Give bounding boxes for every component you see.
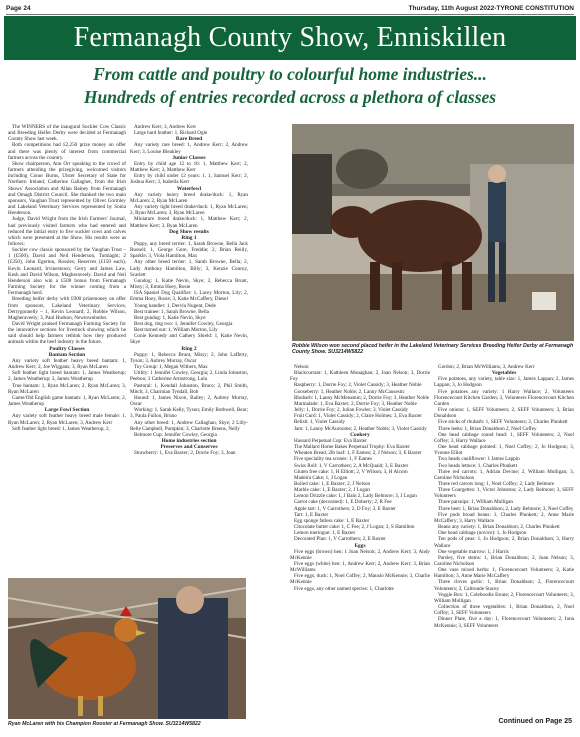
paragraph: Collection of three vegetables: 1, Brian Donaldson, 2, Noel Coffey; 3, SEFF Volunteers (434, 604, 574, 617)
paragraph: True bantam: 1, Ryan McLaren; 2, Ryan McLaren; 3, Ryan McLaren (8, 382, 126, 395)
paragraph: ISA Spaniel Dog Qualifier: 1, Lacey Morton, Lily; 2, Emma Hoey, Rosie; 3, Katie McCaffery, Diesel (130, 290, 248, 303)
paragraph: Young handler: 1, Dervla Nugent, Dede (134, 302, 216, 309)
paragraph: Entry by child age 12 to 16: 1, Matthew Kerr; 2, Matthew Kerr; 3, Matthew Kerr (130, 160, 248, 174)
paragraph: Any other breed terrier: 1, Sarah Browne, Bella; 2, Lady Anthony Hamilton, Billy; 3, Kenzie Conroy, Scarlett (130, 259, 248, 278)
paragraph: Any variety heavy breed drake/duck: 1, Ryan McLaren; 2, Ryan McLaren (130, 191, 248, 204)
subheading: Large Fowl Section (44, 407, 90, 414)
paragraph: One head cabbage pointed: 1, Noel Coffey; 2, Jo Hodgson; 3, Yvonne Elliot (434, 444, 574, 457)
paragraph: Gooseberry: 1, Heather Noble; 2, Lanny McCausestic (294, 388, 405, 395)
paragraph: Any variety soft feather heavy breed bantam: 1, Andrew Kerr; 2, Joe Wiggans; 3, Ryan McLaren (8, 357, 126, 371)
paragraph: Apple tart: 1, V Carrothers; 2, D Foy; 3, E Baxter (294, 505, 396, 512)
paragraph: Andrew Kerr; 3, Andrew Kerr (134, 124, 197, 130)
headline-line-1: From cattle and poultry to colourful home industries... (93, 64, 487, 84)
paragraph: Suckler cow classic sponsored by the Vaughan Trust – 1 (£500), David and Neil Henderson, Tumlaght; 2 (£350), John Egerton, Rossles; Reserves (£150 each), Kevin Leonard, Irvinestown; Gerry and James Law, Kesh and David Wilson, Magheraveely. David and Neil Henderson also win a £500 bonus from Fermanagh Farming Society for the winner coming from a Fermanagh herd. (8, 247, 126, 297)
paragraph: Hound: 1, James Nixon, Bailey; 2, Aubrey Murray, Oscar (130, 394, 248, 408)
paragraph: Jelly: 1, Dorrie Foy; 2, Julian Fowler; 3, Violet Cassidy (294, 407, 409, 414)
paragraph: Soft feather light breed bantam: 1, James Weatherup; 2, James Weatherup; 3, James Weatherup (8, 370, 126, 383)
paragraph: Gordon; 2, Brian McWilliams; 3, Andrew Kerr (438, 364, 535, 370)
paragraph: Three beet: 1, Brian Donaldson; 2, Lady Belmore; 3, Noel Coffey (438, 505, 574, 512)
paragraph: Carrot cake (decorated): 1, E Doherty; 2, R Fee (294, 499, 392, 506)
continued-link[interactable]: Continued on Page 25 (498, 718, 572, 725)
paragraph: Breeding heifer derby with £900 prizemoney on offer from sponsors, Lakeland Veterinary Services, Derrygonnelly – 1, Kevin Leonard; 2, Robbie Wilson, Magheraveely; 3, Paul Hudson, Newtownbutler. (8, 296, 126, 321)
subheading: Rare Breed (175, 136, 203, 143)
paragraph: Pastoral: 1, Kendall Johnston, Bruce; 2, Phil Smith, Mitch; 3, Charmian Tyndall, Bob (130, 382, 248, 395)
paragraph: Gluten free cake: 1, H Elliott; 2, V Wilson; 3, H Alcorn (294, 468, 408, 475)
paragraph: The WINNERS of the inaugural Suckler Cow Classic and Breeding Heifer Derby were decided at Fermanagh County Show last week. (8, 124, 126, 143)
paragraph: Three parsnips: 1, William Mulligan (438, 499, 513, 506)
paragraph: Five eggs (white) hen: 1, Andrew Kerr; 2, Andrew Kerr; 3, Brian McWilliams (290, 561, 430, 574)
subheading: Junior Classes (172, 154, 206, 161)
article-column-1 (8, 124, 126, 575)
paragraph: Nelson (294, 364, 309, 370)
paragraph: Five potatoes, any variety, table size: 1, James Lappan; 2, James Lappan; 3, Jo Hodgson (434, 376, 574, 389)
paragraph: Any variety rare breed: 1, Andrew Kerr; 2, Andrew Kerr; 3, Louise Bleakley (130, 142, 248, 155)
paragraph: David Wright praised Fermanagh Farming Society for the innovative sections for livestock showing which he said should help farmers rethink how they produced animals within the beef industry in the future. (8, 321, 126, 346)
article-column-3 (290, 364, 430, 726)
paragraph: Veggie Box: 1, Coleboodie Estate; 2, Florencecourt Volunteers; 3, William Mulligan (434, 591, 574, 604)
paragraph: Working: 1, Sarah Kelly, Tyson; Emily Bothwell, Bear; 3, Paula Fulloo, Bruno (130, 407, 248, 420)
paragraph: Five potatoes any variety: 1 Harry Wallace; 2, Volunteers Florencecourt Kitchen Garden; 3, Volunteers Florencecourt Kitchen Garden (434, 388, 574, 407)
subheading: Dog Show results (169, 228, 209, 235)
paragraph: Best trainee: 1, Sarah Browne, Bella (134, 308, 209, 315)
paragraph: Best gundog: 1, Katie Nevin, Skye (134, 314, 206, 321)
paragraph: Show chairperson, Ann Orr speaking to the crowd of farmers attending the prizegiving, welcomed visitors including Conor Burns, Ulster Secretary of State for Northern Ireland, Catherine Gallagher, from the Irish Shows' Association and Allan Rainey from Fermanagh and Omagh District Council. She thanked the two main sponsors, Vaughan Trust represented by Oliver Gormley and Lakeland Veterinary Services represented by Sonia Henderson. (8, 160, 126, 217)
paragraph: Belmore Cup: Jennifer Cowley, Georgia (134, 431, 217, 438)
subheading: Eggs (354, 542, 366, 549)
paragraph: Three leeks: 1, Brian Donaldson 2, Noel Coffey (438, 425, 537, 432)
paragraph: Miniature breed drake/duck: 1, Matthew Kerr; 2, Matthew Kerr; 3, Ryan McLaren (130, 216, 248, 229)
subheading: Waterfowl (176, 185, 202, 192)
page-number: Page 24 (6, 4, 31, 12)
paragraph: Conie Kennedy and Cathery Shield: 1, Katie Nevin, Skye (130, 333, 248, 346)
paragraph: Best turned out: 1, William Morton, Lily (134, 327, 218, 334)
paragraph: Relish: 1, Violet Cassidy (294, 419, 346, 426)
paragraph: Five eggs, any other named species: 1, Charlotte (294, 585, 394, 592)
paragraph: Fruit Curd: 1, Violet Cassidy; 2, Claire Holmes; 3, Eva Baxter (294, 413, 422, 420)
paragraph: Boiled cake: 1, E Baxter; 2, J Nelson (294, 480, 371, 487)
subheading: Cookery (350, 431, 370, 438)
paragraph: Any variety light breed drake/duck: 1, Ryan McLaren; 2, Ryan McLaren; 3, Ryan McLaren (130, 204, 248, 217)
headline (8, 63, 572, 115)
subheading: Vegetables (491, 370, 517, 377)
paragraph: Parsley, five stems: 1, Brian Donaldson; 2, Joan Nelson; 3, Caroline Nicholson (434, 554, 574, 567)
subheading: Bantam Section (48, 351, 86, 358)
paragraph: Egg sponge fatless cake: 1, E Baxter (294, 517, 370, 524)
paragraph: Three red carrots: 1, Adrian Devine; 2, William Mulligan; 3, Caroline Nicholson (434, 468, 574, 481)
paragraph: Toy Group: 1, Megan Withers, Max (134, 364, 208, 371)
paragraph: One vase mixed herbs: 1, Florencecourt Volunteers; 2, Katie Hamilton; 3, Anne Marie McCaffery (434, 567, 574, 580)
caption-heifer: Robbie Wilson won second placed heifer in the Lakeland Veterinary Services Breeding Heifer Derby at Fermanagh County Show. SU3214W5822 (292, 343, 574, 356)
paragraph: Judge, David Wright from the Irish Farmers' Journal, had previously visited farmers who had entered and reduced the initial entry to five suckler cows and calves which were presented at the Show. His results were as follows; (8, 216, 126, 247)
paragraph: Two heads cauliflower: 1 James Lappin (438, 456, 520, 463)
paragraph: Hassard Perpetual Cup: Eva Baxter (294, 437, 367, 444)
paragraph: Lemon Drizzle cake: 1, J Bain 2, Lady Belmore; 3, J Logan (294, 493, 417, 500)
paragraph: Utility: 1 Jennifer Cowley, Georgia; 2, Linda Johnston, Peeboo; 3 Catherine Armstrong, Lulu (130, 370, 248, 383)
paragraph: Gundog: 1, Katie Nevin, Skye; 2, Rebecca Brunt, Missy; 3, Emma Hoey, Rosie (130, 277, 248, 291)
paragraph: Marmalade: 1, Eva Baxter; 2, Dorrie Foy; 3, Heather Noble (294, 400, 417, 407)
paragraph: Puppy, any breed terrier: 1, Sarah Browne, Bella Jack Russell; 1, George Gore, Freddie; 2, Brian Reilly, Sparkle; 3, Viola Hamilton, Max (130, 240, 248, 260)
paragraph: Five pods broad beans: 1, Charles Plunkett; 2, Anne Marie McCaffery; 3, Harry Wallace (434, 511, 574, 524)
paragraph: Three red carrots long: 1, Noel Coffey; 2, Lady Belmore (438, 480, 555, 487)
paragraph: Strawberry: 1, Eva Baxter; 2, Dorrie Foy; 3, Joan (134, 450, 236, 457)
paragraph: Madeira Cake; 1, J Logan (294, 474, 348, 481)
photo-rooster (8, 578, 246, 719)
paragraph: Chocolate butter cake: 1, C Fee; 2, J Logan; 3, S Hamilton (294, 524, 415, 531)
paragraph: Marble cake: 1, E Baxter; 2, J Logan (294, 487, 370, 494)
subheading: Ring 1 (181, 234, 197, 241)
photo-heifer (292, 124, 574, 341)
paragraph: Five onions: 1, SEFF Volunteers; 2, SEFF Volunteers; 3, Brian Donaldson (434, 407, 574, 420)
banner-title: Fermanagh County Show, Enniskillen (73, 22, 507, 53)
paragraph: Rhubarb: 1, Lanny McMenamin; 2, Dorrie Foy; 3, Heather Noble (294, 394, 430, 401)
paragraph: Blackcurrant: 1, Kathleen Monaghan; 2, Joan Nelson; 3, Dorrie Foy (290, 370, 430, 383)
paragraph: Large hard feather: 1, Richard Ogle (134, 130, 208, 137)
paragraph: Decorated Plan: 1, V Carrothers; 2, E Baxter (294, 536, 386, 543)
paragraph: Beans any variety: 1, Brian Donaldson; 2, Charles Plunkett (438, 524, 560, 531)
headline-line-2: Hundreds of entries recorded across a plethora of classes (83, 87, 497, 107)
paragraph: One vegetable marrow: 1, J Harris (438, 548, 509, 555)
subheading: Home industries section (161, 437, 217, 444)
paragraph: The Mallard Home Bakes Perpetual Trophy: Eva Baxter (294, 444, 410, 451)
paragraph: Five eggs (brown) hen: 1 Joan Nelson; 2, Andrew Kerr; 3, Andy McKennie (290, 548, 430, 561)
paragraph: Both competitions had £2,250 prize money on offer and there was plenty of interest from commercial farmers across the country. (8, 142, 126, 161)
paragraph: Five speciality tea scones: 1, F Eames (294, 456, 373, 463)
paragraph: One head cabbage round head: 1, SEFF Volunteers; 2, Noel Coffey; 3, Harry Wallace (434, 431, 574, 444)
paragraph: Five eggs, duck: 1, Noel Coffey; 2, Mauslo McKennie; 3, Charlie McKennie (290, 573, 430, 586)
paragraph: Soft feather light breed: 1, James Weatherup; 2, (12, 425, 110, 432)
paragraph: Wheaten Bread, 2lb loaf: 1, F Eames; 2, J Nelson; 3, E Baxter (294, 450, 422, 457)
paragraph: Swiss Roll: 1, V Carrothers; 2, A McQuaid; 3, E Baxter (294, 462, 409, 469)
paragraph: Puppy: 1, Rebecca Brunt, Missy; 2, John Lafferty, Tyson; 3, Aubrey Murray, Oscar (130, 351, 248, 364)
subheading: Poultry Classes (49, 345, 85, 352)
paragraph: Best dog, ring two: 1, Jennifer Cowley, Georgia (134, 321, 233, 327)
paragraph: Ten pods of peas: 1, Jo Hodgson; 2, Brian Donaldson; 3, Harry Wallace (434, 536, 574, 549)
subheading: Preserves and Conserves (160, 444, 218, 451)
paragraph: Jam: 1, Lanny McAuroume; 2, Heather Noble; 3, Violet Cassidy (294, 425, 427, 432)
caption-rooster: Ryan McLaren with his Champion Rooster at Fermanagh Show. SU3214W5822 (8, 721, 201, 727)
paragraph: Dinner Plate, five a day: 1, Florencecourt Volunteers; 2, Iona McKennie; 3, SEFF Volunteers (434, 616, 574, 629)
paragraph: Any other breed: 1, Andrew Callaghan, Skye; 2 Lilly-Belle Campbell, Pumpkin; 3, Charlotte Breens, Nelly (130, 419, 248, 432)
subheading: Ring 2 (181, 345, 197, 352)
paragraph: Lemon meringue: 1, E Baxter (294, 530, 356, 537)
paragraph: Three cloves garlic: 1, Brian Donaldson; 2, Florencecourt Volunteers; 3, Caltroude Stacey (434, 579, 574, 592)
article-column-4 (434, 364, 574, 714)
paragraph: Entry by child under 12 years: 1, 1, Samuel Kerr; 2, Joshua Kerr; 3, Isabella Kerr (130, 173, 248, 186)
paragraph: Any variety soft feather heavy breed male female: 1, Ryan McLaren; 2, Ryan McLaren; 3, Andrew Kerr (8, 413, 126, 426)
dateline: Thursday, 11th August 2022-TYRONE CONSTITUTION (408, 4, 574, 12)
paragraph: Tart: 1, E Baxter (294, 511, 329, 518)
paragraph: Raspberry: 1, Dorrie Foy; 2, Violet Cassidy; 3, Heather Noble (294, 382, 422, 389)
section-banner (4, 16, 576, 60)
page-header (6, 2, 574, 15)
paragraph: Five sticks of rhubarb: 1, SEFF Volunteers; 2, Charles Plunkett (438, 419, 568, 426)
paragraph: Game/Old English game bantam: 1, Ryan McLaren; 2, James Weatherup (8, 394, 126, 408)
article-column-2 (130, 124, 248, 575)
paragraph: Two heads lettuce: 1, Charles Plunkett (438, 462, 518, 469)
paragraph: Three Courgettes: 1, Victor Johnston; 2, Lady Belmore; 3, SEFF Volunteers (434, 487, 574, 500)
paragraph: One head cabbage (novice): 1, Jo Hodgson (438, 530, 527, 537)
